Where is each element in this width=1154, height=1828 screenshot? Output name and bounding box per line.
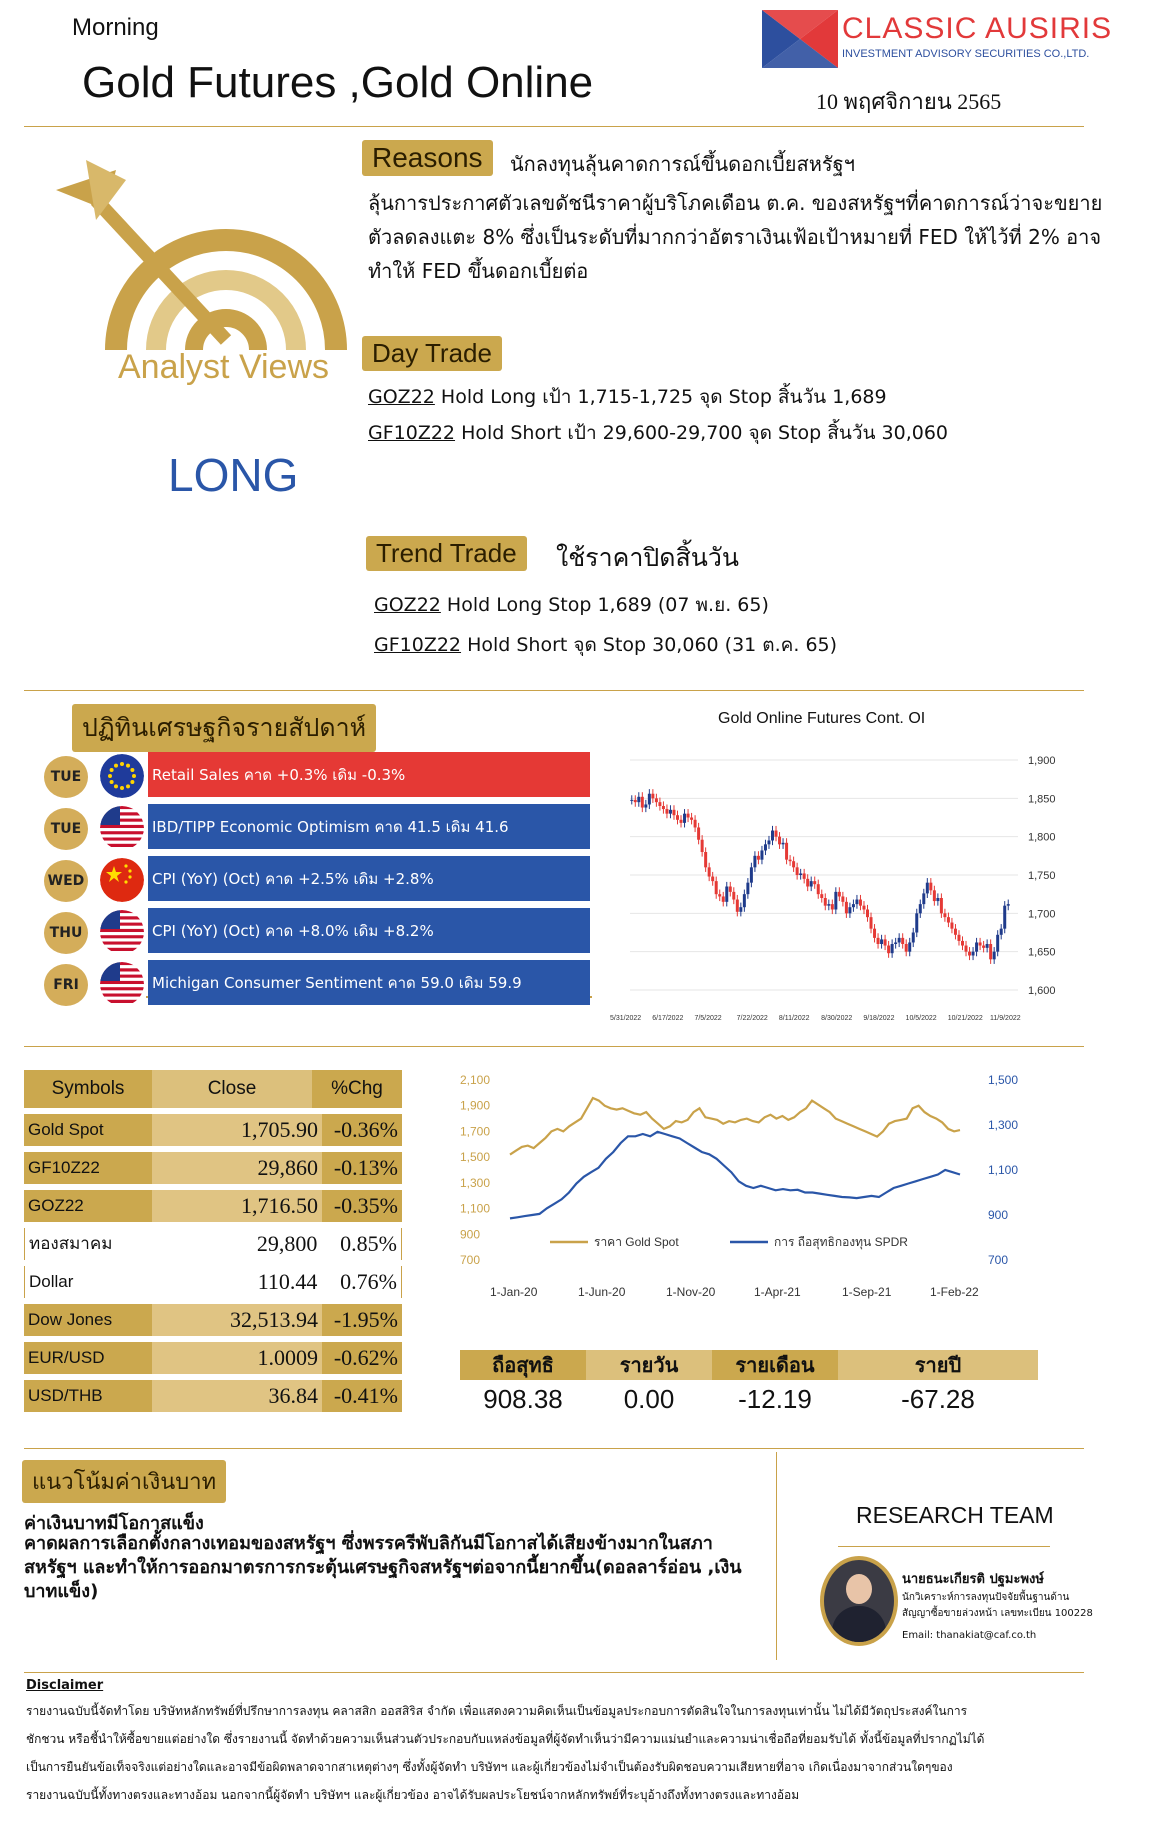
divider bbox=[24, 690, 1084, 691]
candle-body bbox=[908, 942, 911, 951]
oi-candlestick-chart bbox=[610, 740, 1080, 1030]
eu-flag-icon bbox=[100, 754, 144, 798]
candle-body bbox=[965, 946, 968, 952]
candle-body bbox=[634, 800, 637, 802]
symbol-cell: GOZ22 bbox=[24, 1190, 152, 1222]
close-cell: 32,513.94 bbox=[152, 1304, 322, 1336]
vertical-divider bbox=[776, 1452, 777, 1660]
gold-spdr-line-chart bbox=[450, 1060, 1040, 1320]
series-line bbox=[510, 1132, 960, 1219]
candle-body bbox=[665, 809, 668, 814]
divider bbox=[24, 1046, 1084, 1047]
x-tick-label: 1-Jun-20 bbox=[578, 1285, 626, 1299]
candle-body bbox=[753, 856, 756, 868]
candle-body bbox=[789, 860, 792, 862]
symbol-cell: USD/THB bbox=[24, 1380, 152, 1412]
candle-body bbox=[655, 798, 658, 802]
candle-body bbox=[968, 952, 971, 956]
candle-body bbox=[687, 814, 690, 818]
candle-body bbox=[803, 873, 806, 878]
avatar bbox=[820, 1556, 898, 1646]
candle-body bbox=[915, 913, 918, 932]
symbol-cell: GF10Z22 bbox=[24, 1152, 152, 1184]
candle-body bbox=[898, 938, 901, 943]
x-tick-label: 1-Feb-22 bbox=[930, 1285, 979, 1299]
calendar-event: CPI (YoY) (Oct) คาด +2.5% เดิม +2.8% bbox=[148, 856, 590, 904]
summary-value: 0.00 bbox=[623, 1384, 675, 1414]
left-y-tick-label: 1,700 bbox=[460, 1124, 491, 1139]
x-tick-label: 10/5/2022 bbox=[905, 1015, 937, 1022]
candle-body bbox=[873, 929, 876, 938]
divider bbox=[838, 1546, 1050, 1547]
candle-body bbox=[972, 952, 975, 956]
x-tick-label: 9/18/2022 bbox=[863, 1015, 895, 1022]
summary-header: รายเดือน bbox=[712, 1350, 838, 1380]
table-row bbox=[24, 1304, 402, 1336]
candle-body bbox=[940, 898, 943, 913]
brand-logo-mark-icon bbox=[760, 6, 840, 72]
candle-body bbox=[979, 942, 982, 945]
candle-body bbox=[750, 867, 753, 882]
candle-body bbox=[813, 881, 816, 884]
summary-header: ถือสุทธิ bbox=[460, 1350, 586, 1380]
candle-body bbox=[894, 942, 897, 944]
candle-body bbox=[669, 810, 672, 814]
candle-body bbox=[866, 910, 869, 918]
y-tick-label: 1,700 bbox=[1028, 908, 1056, 921]
baht-headline: ค่าเงินบาทมีโอกาสแข็ง bbox=[24, 1513, 204, 1534]
header-close: Close bbox=[152, 1070, 312, 1108]
summary-value: -67.28 bbox=[901, 1384, 975, 1414]
candle-body bbox=[739, 907, 742, 912]
candle-body bbox=[950, 923, 953, 929]
candle-body bbox=[891, 944, 894, 953]
candle-body bbox=[877, 938, 880, 944]
table-row bbox=[24, 1190, 402, 1222]
disclaimer-line: รายงานฉบับนี้จัดทำโดย บริษัทหลักทรัพย์ที่ปรึกษาการลงทุน คลาสสิก ออสสิริส จำกัด เพื่อแสดงความคิดเห็นเป็นข้อมูลประกอบการตัดสินใจในการลงทุนเท่านั้น ไม่ได้มีวัตถุประสงค์ในการ bbox=[26, 1704, 968, 1718]
research-role: นักวิเคราะห์การลงทุนปัจจัยพื้นฐานด้านสัญญาซื้อขายล่วงหน้า เลขทะเบียน 100228 bbox=[902, 1592, 1093, 1619]
candle-body bbox=[782, 843, 785, 845]
day-trade-row bbox=[368, 382, 887, 412]
candle-body bbox=[817, 884, 820, 894]
candle-body bbox=[986, 944, 989, 948]
symbol-cell: EUR/USD bbox=[24, 1342, 152, 1374]
candle-body bbox=[722, 896, 725, 901]
header-symbols: Symbols bbox=[51, 1078, 125, 1099]
y-tick-label: 1,600 bbox=[1028, 985, 1056, 997]
day-badge: TUE bbox=[44, 756, 88, 798]
legend-label: ราคา Gold Spot bbox=[594, 1235, 679, 1249]
chg-cell: -0.36% bbox=[322, 1114, 402, 1146]
candle-body bbox=[676, 815, 679, 820]
x-tick-label: 1-Sep-21 bbox=[842, 1285, 892, 1299]
trend-trade-symbol[interactable]: GOZ22 bbox=[374, 594, 441, 616]
right-y-tick-label: 1,300 bbox=[988, 1118, 1019, 1132]
chg-cell: -0.41% bbox=[322, 1380, 402, 1412]
us-flag-icon bbox=[100, 806, 144, 850]
chg-cell: -1.95% bbox=[322, 1304, 402, 1336]
chg-cell: 0.85% bbox=[321, 1228, 401, 1260]
table-row bbox=[24, 1380, 402, 1412]
candle-body bbox=[855, 900, 858, 905]
candle-body bbox=[796, 867, 799, 875]
candle-body bbox=[926, 883, 929, 894]
x-tick-label: 8/30/2022 bbox=[821, 1015, 853, 1022]
disclaimer-line: ชักชวน หรือชี้นำให้ซื้อขายแต่อย่างใด ซึ่งรายงานนี้ จัดทำด้วยความเห็นส่วนตัวประกอบกับแหล่งข้อมูลที่ผู้จัดทำเห็นว่ามีความแม่นยำและความน่าเชื่อถือที่ยอมรับได้ ทั้งนี้ข้อมูลที่ปรากฏไม่ได้ bbox=[26, 1732, 985, 1746]
candle-body bbox=[1000, 929, 1003, 935]
candle-body bbox=[778, 837, 781, 845]
symbol-cell: ทองสมาคม bbox=[25, 1228, 152, 1260]
symbol-cell: Dollar bbox=[25, 1266, 152, 1298]
candle-body bbox=[718, 894, 721, 896]
candle-body bbox=[672, 810, 675, 815]
disclaimer-title: Disclaimer bbox=[26, 1678, 104, 1693]
x-tick-label: 1-Nov-20 bbox=[666, 1285, 716, 1299]
left-y-tick-label: 1,500 bbox=[460, 1150, 491, 1165]
candle-body bbox=[637, 797, 640, 802]
oi-chart-title: Gold Online Futures Cont. OI bbox=[718, 710, 926, 727]
candle-body bbox=[697, 827, 700, 839]
header-chg: %Chg bbox=[331, 1078, 383, 1099]
candle-body bbox=[912, 933, 915, 943]
brand-name: CLASSIC AUSIRIS bbox=[842, 12, 1113, 45]
research-name: นายธนะเกียรติ ปฐมะพงษ์ bbox=[902, 1572, 1044, 1587]
table-row bbox=[24, 1266, 402, 1298]
candle-body bbox=[989, 944, 992, 959]
candle-body bbox=[957, 935, 960, 941]
disclaimer-line: รายงานฉบับนี้ทั้งทางตรงและทางอ้อม นอกจากนี้ผู้จัดทำ บริษัทฯ และผู้เกี่ยวข้อง อาจได้รับผลประโยชน์จากหลักทรัพย์ที่ระบุอ้างถึงทั้งทางตรงและทางอ้อม bbox=[26, 1788, 800, 1802]
candle-body bbox=[905, 944, 908, 952]
left-y-tick-label: 1,300 bbox=[460, 1175, 491, 1190]
candle-body bbox=[694, 820, 697, 828]
analyst-logo bbox=[56, 160, 356, 380]
candle-body bbox=[831, 904, 834, 909]
candle-body bbox=[845, 902, 848, 914]
x-tick-label: 7/5/2022 bbox=[694, 1015, 722, 1022]
candle-body bbox=[1007, 904, 1010, 906]
table-row bbox=[24, 1342, 402, 1374]
x-tick-label: 6/17/2022 bbox=[652, 1015, 684, 1022]
symbol-cell: Gold Spot bbox=[24, 1114, 152, 1146]
left-y-tick-label: 1,100 bbox=[460, 1201, 491, 1216]
disclaimer-line: เป็นการยืนยันข้อเท็จจริงแต่อย่างใดและอาจมีข้อผิดพลาดจากสาเหตุต่างๆ ซึ่งทั้งผู้จัดทำ บริษัทฯ และผู้เกี่ยวข้องไม่จำเป็นต้องรับผิดชอบความเสียหายที่อาจ เกิดเนื่องมาจากส่วนใดๆของ bbox=[26, 1760, 953, 1774]
trend-trade-row bbox=[374, 630, 837, 660]
y-tick-label: 1,900 bbox=[1028, 755, 1056, 767]
candle-body bbox=[820, 894, 823, 898]
reasons-headline: นักลงทุนลุ้นคาดการณ์ขึ้นดอกเบี้ยสหรัฐฯ bbox=[510, 152, 855, 176]
candle-body bbox=[775, 831, 778, 837]
research-title: RESEARCH TEAM bbox=[856, 1502, 1054, 1528]
reasons-body: ลุ้นการประกาศตัวเลขดัชนีราคาผู้บริโภคเดือน ต.ค. ของสหรัฐฯที่คาดการณ์ว่าจะขยายตัวลดลงแตะ 8% ซึ่งเป็นระดับที่มากกว่าอัตราเงินเฟ้อเป้าหมายที่ FED ให้ไว้ที่ 2% อาจทำให้ FED ขึ้นดอกเบี้ยต่อ bbox=[368, 191, 1103, 283]
brand-subtitle: INVESTMENT ADVISORY SECURITIES CO.,LTD. bbox=[842, 48, 1090, 60]
table-row bbox=[24, 1228, 402, 1260]
candle-body bbox=[746, 883, 749, 895]
calendar-event: Retail Sales คาด +0.3% เดิม -0.3% bbox=[148, 752, 590, 800]
brand-logo bbox=[760, 6, 840, 72]
candle-body bbox=[736, 900, 739, 912]
candle-body bbox=[996, 935, 999, 952]
candle-body bbox=[852, 904, 855, 907]
candle-body bbox=[993, 952, 996, 960]
x-tick-label: 5/31/2022 bbox=[610, 1015, 642, 1022]
candle-body bbox=[943, 913, 946, 917]
us-flag-icon bbox=[100, 962, 144, 1006]
candle-body bbox=[799, 873, 802, 875]
candle-body bbox=[630, 800, 633, 801]
candle-body bbox=[919, 904, 922, 913]
day-badge: TUE bbox=[44, 808, 88, 850]
divider bbox=[24, 1672, 1084, 1673]
close-cell: 29,800 bbox=[152, 1228, 321, 1260]
divider bbox=[24, 126, 1084, 127]
page-title: Gold Futures ,Gold Online bbox=[82, 58, 594, 107]
candle-body bbox=[975, 942, 978, 951]
candle-body bbox=[715, 881, 718, 894]
candle-body bbox=[838, 892, 841, 897]
day-badge: FRI bbox=[44, 964, 88, 1006]
candle-body bbox=[954, 929, 957, 935]
candle-body bbox=[792, 861, 795, 867]
candle-body bbox=[648, 794, 651, 805]
price-table-header bbox=[24, 1070, 402, 1108]
candle-body bbox=[841, 896, 844, 901]
candle-body bbox=[771, 831, 774, 841]
candle-body bbox=[827, 904, 830, 906]
candle-body bbox=[1003, 906, 1006, 929]
candle-body bbox=[708, 867, 711, 876]
candle-body bbox=[644, 804, 647, 807]
baht-label: แนวโน้มค่าเงินบาท bbox=[22, 1460, 226, 1503]
candle-body bbox=[785, 843, 788, 860]
y-tick-label: 1,750 bbox=[1028, 870, 1056, 882]
analyst-view: LONG bbox=[168, 449, 299, 501]
candle-body bbox=[704, 852, 707, 867]
calendar-event: CPI (YoY) (Oct) คาด +8.0% เดิม +8.2% bbox=[148, 908, 590, 956]
candle-body bbox=[929, 883, 932, 891]
table-row bbox=[24, 1152, 402, 1184]
candle-body bbox=[936, 898, 939, 901]
candle-body bbox=[901, 938, 904, 944]
research-email: Email: thanakiat@caf.co.th bbox=[902, 1630, 1037, 1641]
trend-trade-label: Trend Trade bbox=[366, 536, 527, 571]
candle-body bbox=[824, 898, 827, 906]
x-tick-label: 1-Apr-21 bbox=[754, 1285, 801, 1299]
day-trade-text: Hold Short เป้า 29,600-29,700 จุด Stop สิ้นวัน 30,060 bbox=[455, 422, 949, 444]
reasons-label: Reasons bbox=[362, 140, 493, 176]
left-y-tick-label: 700 bbox=[460, 1253, 481, 1267]
left-y-tick-label: 900 bbox=[460, 1227, 481, 1242]
trend-trade-row bbox=[374, 590, 769, 620]
candle-body bbox=[862, 906, 865, 910]
table-row bbox=[24, 1114, 402, 1146]
candle-body bbox=[641, 797, 644, 808]
right-y-tick-label: 900 bbox=[988, 1208, 1009, 1222]
legend-label: การ ถือสุทธิกองทุน SPDR bbox=[774, 1235, 908, 1249]
x-tick-label: 8/11/2022 bbox=[778, 1015, 810, 1022]
x-tick-label: 7/22/2022 bbox=[736, 1015, 768, 1022]
candle-body bbox=[757, 856, 760, 860]
close-cell: 36.84 bbox=[152, 1380, 322, 1412]
series-line bbox=[510, 1098, 960, 1155]
candle-body bbox=[651, 794, 654, 799]
candle-body bbox=[732, 892, 735, 900]
x-tick-label: 1-Jan-20 bbox=[490, 1285, 538, 1299]
y-tick-label: 1,850 bbox=[1028, 793, 1056, 806]
right-y-tick-label: 700 bbox=[988, 1253, 1009, 1267]
chg-cell: -0.35% bbox=[322, 1190, 402, 1222]
analyst-logo-text: Analyst Views bbox=[118, 348, 330, 386]
candle-body bbox=[725, 887, 728, 902]
day-trade-symbol[interactable]: GF10Z22 bbox=[368, 422, 456, 444]
x-tick-label: 10/21/2022 bbox=[947, 1015, 983, 1022]
y-tick-label: 1,800 bbox=[1028, 831, 1056, 844]
candle-body bbox=[729, 887, 732, 892]
trend-trade-symbol[interactable]: GF10Z22 bbox=[374, 634, 462, 656]
y-tick-label: 1,650 bbox=[1028, 946, 1056, 959]
candle-body bbox=[982, 946, 985, 948]
right-y-tick-label: 1,500 bbox=[988, 1073, 1019, 1087]
session-label: Morning bbox=[72, 14, 159, 41]
us-flag-icon bbox=[100, 910, 144, 954]
divider bbox=[24, 1448, 1084, 1449]
candle-body bbox=[947, 917, 950, 922]
close-cell: 29,860 bbox=[152, 1152, 322, 1184]
candle-body bbox=[859, 900, 862, 906]
day-trade-row bbox=[368, 418, 948, 448]
candle-body bbox=[743, 894, 746, 907]
left-y-tick-label: 1,900 bbox=[460, 1098, 491, 1113]
close-cell: 110.44 bbox=[152, 1266, 321, 1298]
candle-body bbox=[683, 814, 686, 823]
trend-trade-note: ใช้ราคาปิดสิ้นวัน bbox=[556, 543, 739, 572]
candle-body bbox=[662, 806, 665, 809]
candle-body bbox=[961, 941, 964, 946]
summary-header: รายปี bbox=[838, 1350, 1038, 1380]
trend-trade-text: Hold Long Stop 1,689 (07 พ.ย. 65) bbox=[440, 594, 769, 616]
summary-header: รายวัน bbox=[586, 1350, 712, 1380]
day-trade-symbol[interactable]: GOZ22 bbox=[368, 386, 435, 408]
candle-body bbox=[884, 939, 887, 945]
summary-value: 908.38 bbox=[483, 1384, 563, 1414]
x-tick-label: 11/9/2022 bbox=[990, 1015, 1021, 1022]
china-flag-icon bbox=[100, 858, 144, 902]
right-y-tick-label: 1,100 bbox=[988, 1163, 1019, 1177]
candle-body bbox=[806, 879, 809, 887]
trend-trade-text: Hold Short จุด Stop 30,060 (31 ต.ค. 65) bbox=[461, 634, 838, 656]
chg-cell: -0.13% bbox=[322, 1152, 402, 1184]
summary-value: -12.19 bbox=[738, 1384, 812, 1414]
candle-body bbox=[922, 893, 925, 904]
person-icon bbox=[824, 1560, 894, 1642]
candle-body bbox=[690, 818, 693, 820]
candle-body bbox=[711, 877, 714, 882]
target-arrow-icon bbox=[56, 160, 356, 380]
day-badge: THU bbox=[44, 912, 88, 954]
candle-body bbox=[764, 844, 767, 850]
calendar-title: ปฏิทินเศรษฐกิจรายสัปดาห์ bbox=[72, 704, 376, 752]
day-trade-text: Hold Long เป้า 1,715-1,725 จุด Stop สิ้นวัน 1,689 bbox=[434, 386, 887, 408]
candle-body bbox=[848, 907, 851, 913]
baht-body: คาดผลการเลือกตั้งกลางเทอมของสหรัฐฯ ซึ่งพรรครีพับลิกันมีโอกาสได้เสียงข้างมากในสภาสหรัฐฯ และทำให้การออกมาตรการกระตุ้นเศรษฐกิจสหรัฐฯต่อจากนี้ยากขึ้น(ดอลลาร์อ่อน ,เงินบาทแข็ง) bbox=[24, 1533, 742, 1602]
left-y-tick-label: 2,100 bbox=[460, 1073, 491, 1087]
candle-body bbox=[767, 841, 770, 845]
symbol-cell: Dow Jones bbox=[24, 1304, 152, 1336]
report-date: 10 พฤศจิกายน 2565 bbox=[816, 89, 1002, 114]
candle-body bbox=[701, 840, 704, 852]
candle-body bbox=[658, 802, 661, 806]
candle-body bbox=[880, 939, 883, 944]
candle-body bbox=[933, 890, 936, 901]
candle-body bbox=[834, 892, 837, 910]
candle-body bbox=[870, 917, 873, 929]
day-trade-label: Day Trade bbox=[362, 336, 502, 371]
calendar-event: IBD/TIPP Economic Optimism คาด 41.5 เดิม 41.6 bbox=[148, 804, 590, 852]
chg-cell: 0.76% bbox=[321, 1266, 401, 1298]
calendar-event: Michigan Consumer Sentiment คาด 59.0 เดิม 59.9 bbox=[148, 960, 590, 1008]
candle-body bbox=[760, 850, 763, 859]
candle-body bbox=[680, 820, 683, 823]
close-cell: 1,716.50 bbox=[152, 1190, 322, 1222]
day-badge: WED bbox=[44, 860, 88, 902]
close-cell: 1,705.90 bbox=[152, 1114, 322, 1146]
candle-body bbox=[887, 946, 890, 954]
close-cell: 1.0009 bbox=[152, 1342, 322, 1374]
chg-cell: -0.62% bbox=[322, 1342, 402, 1374]
candle-body bbox=[810, 881, 813, 886]
